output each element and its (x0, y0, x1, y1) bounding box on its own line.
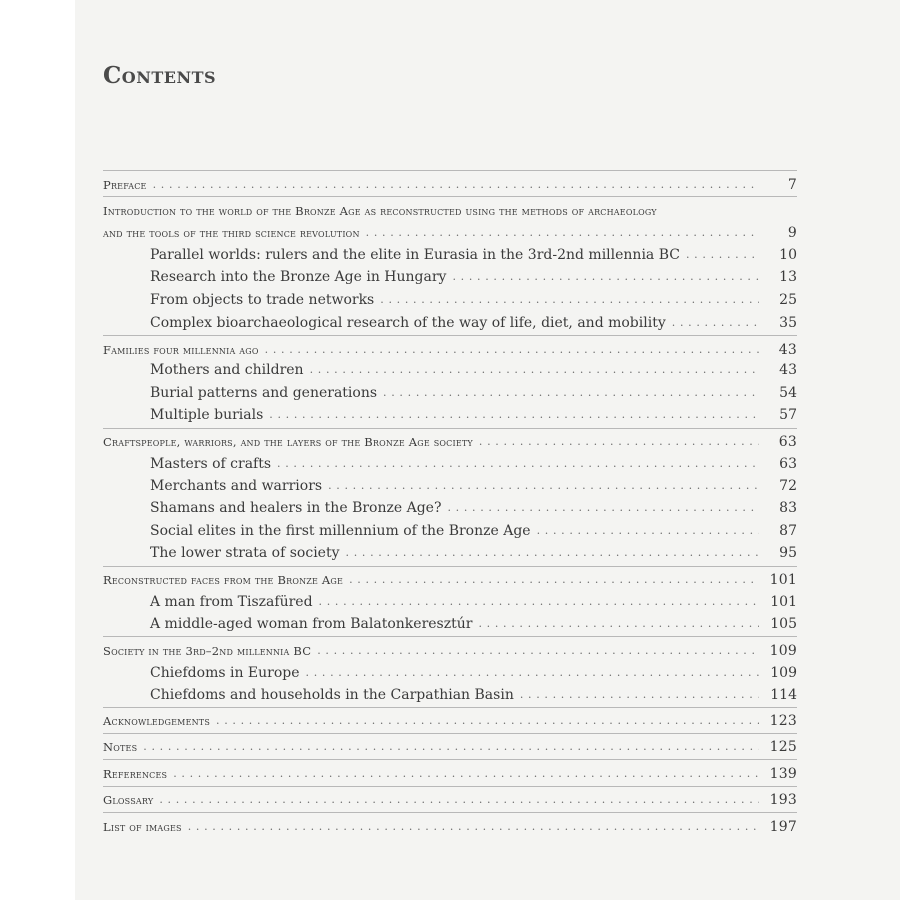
entry-label: A man from Tiszafüred (150, 594, 313, 610)
entry-page: 114 (770, 687, 797, 703)
toc-subentry (150, 591, 797, 611)
entry-page: 105 (770, 616, 797, 632)
toc-subentry (150, 312, 797, 332)
entry-page: 35 (779, 315, 797, 331)
entry-label: Notes (103, 740, 138, 754)
entry-label: Shamans and healers in the Bronze Age? (150, 500, 442, 516)
divider (103, 196, 797, 197)
entry-page: 95 (779, 545, 797, 561)
entry-label: Glossary (103, 793, 154, 807)
entry-label: Social elites in the first millennium of the Bronze Age (150, 523, 531, 539)
entry-label: Parallel worlds: rulers and the elite in Eurasia in the 3rd-2nd millennia BC (150, 247, 680, 263)
divider (103, 812, 797, 813)
entry-page: 109 (769, 643, 797, 659)
toc-entry-society (103, 640, 797, 660)
entry-page: 7 (787, 177, 797, 193)
toc-subentry (150, 662, 797, 682)
toc-subentry (150, 475, 797, 495)
toc-entry-references (103, 763, 797, 783)
toc-entry-introduction-cont (103, 222, 797, 242)
toc-subentry (150, 684, 797, 704)
entry-page: 10 (779, 247, 797, 263)
divider (103, 170, 797, 171)
entry-label: Masters of crafts (150, 456, 272, 472)
toc-entry-introduction (103, 200, 797, 220)
toc-entry-families (103, 339, 797, 359)
entry-label: Society in the 3rd–2nd millennia BC (103, 644, 312, 658)
divider (103, 733, 797, 734)
divider (103, 566, 797, 567)
entry-page: 63 (779, 456, 797, 472)
entry-page: 193 (769, 792, 797, 808)
entry-page: 13 (779, 269, 797, 285)
entry-label: Families four millennia ago (103, 343, 259, 357)
divider (103, 636, 797, 637)
entry-page: 139 (769, 766, 797, 782)
entry-page: 83 (779, 500, 797, 516)
entry-label: Merchants and warriors (150, 478, 323, 494)
entry-label: Introduction to the world of the Bronze Age as reconstructed using the methods of archaeology (103, 204, 657, 218)
divider (103, 786, 797, 787)
divider (103, 335, 797, 336)
toc-entry-notes (103, 736, 797, 756)
toc-subentry (150, 497, 797, 517)
page-title: Contents (103, 62, 217, 89)
entry-label: Preface (103, 178, 147, 192)
entry-label: Complex bioarchaeological research of the way of life, diet, and mobility (150, 315, 666, 331)
toc-subentry (150, 453, 797, 473)
divider (103, 759, 797, 760)
toc-subentry (150, 542, 797, 562)
toc-subentry (150, 382, 797, 402)
toc-entry-craftspeople (103, 431, 797, 451)
entry-page: 101 (770, 594, 797, 610)
toc-entry-glossary (103, 789, 797, 809)
entry-page: 72 (779, 478, 797, 494)
entry-label: From objects to trade networks (150, 292, 375, 308)
entry-label: Multiple burials (150, 407, 264, 423)
toc-entry-acknowledgements (103, 710, 797, 730)
entry-label: Research into the Bronze Age in Hungary (150, 269, 447, 285)
divider (103, 428, 797, 429)
entry-label: References (103, 767, 168, 781)
entry-page: 25 (779, 292, 797, 308)
toc-entry-preface (103, 174, 797, 194)
entry-label: Craftspeople, warriors, and the layers of the Bronze Age society (103, 435, 473, 449)
entry-label: Chiefdoms and households in the Carpathian Basin (150, 687, 514, 703)
entry-page: 54 (779, 385, 797, 401)
entry-page: 43 (779, 362, 797, 378)
entry-label: List of images (103, 820, 182, 834)
entry-page: 197 (769, 819, 797, 835)
entry-label: Burial patterns and generations (150, 385, 378, 401)
entry-page: 9 (787, 225, 797, 241)
toc-subentry (150, 613, 797, 633)
entry-label: and the tools of the third science revolution (103, 226, 360, 240)
toc-subentry (150, 359, 797, 379)
divider (103, 707, 797, 708)
toc-subentry (150, 266, 797, 286)
entry-page: 101 (769, 572, 797, 588)
entry-label: The lower strata of society (150, 545, 340, 561)
entry-label: Acknowledgements (103, 714, 211, 728)
entry-page: 43 (778, 342, 797, 358)
toc-subentry (150, 244, 797, 264)
toc-subentry (150, 520, 797, 540)
toc-entry-list-of-images (103, 816, 797, 836)
entry-label: Reconstructed faces from the Bronze Age (103, 573, 344, 587)
entry-label: Mothers and children (150, 362, 304, 378)
entry-label: Chiefdoms in Europe (150, 665, 300, 681)
entry-page: 123 (769, 713, 797, 729)
entry-page: 109 (770, 665, 797, 681)
entry-page: 57 (779, 407, 797, 423)
entry-page: 87 (779, 523, 797, 539)
toc-subentry (150, 404, 797, 424)
entry-page: 63 (778, 434, 797, 450)
entry-label: A middle-aged woman from Balatonkeresztúr (150, 616, 473, 632)
toc-entry-faces (103, 569, 797, 589)
entry-page: 125 (769, 739, 797, 755)
toc-subentry (150, 289, 797, 309)
